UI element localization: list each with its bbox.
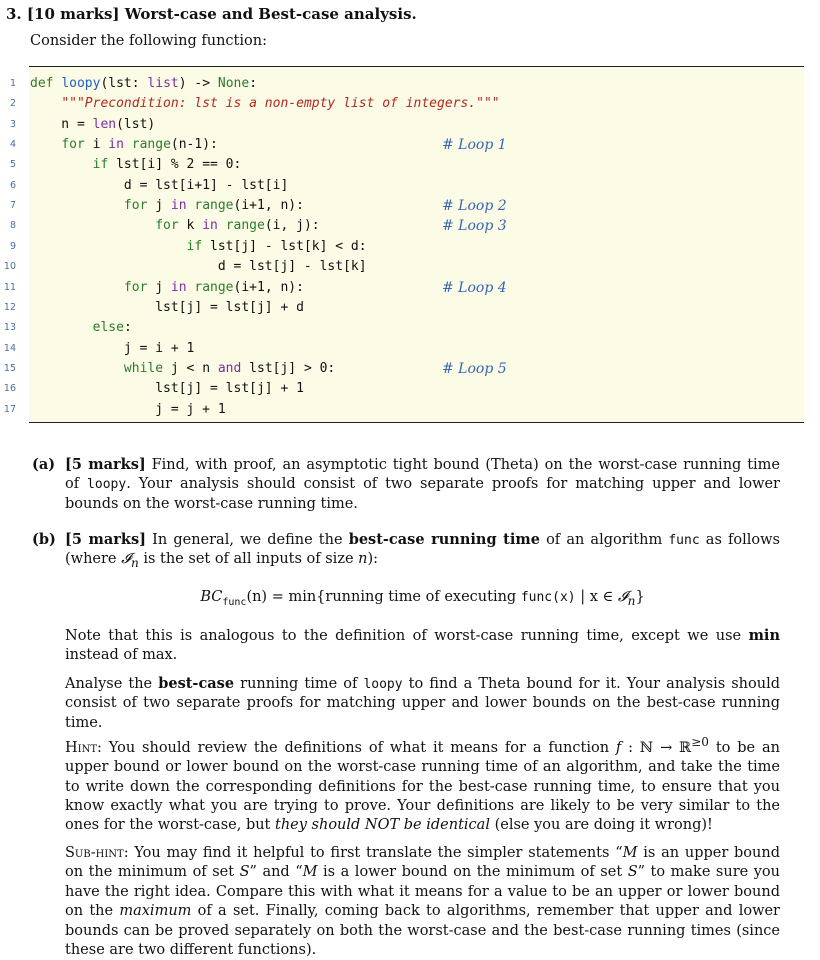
- part-a-label: (a): [32, 456, 56, 473]
- note-paragraph: Note that this is analogous to the definition of worst-case running time, except we use min instead of max.: [65, 627, 780, 664]
- code-text: for j in range(i+1, n):: [123, 198, 304, 214]
- line-number: 13: [3, 322, 16, 334]
- code-line: [0, 359, 820, 379]
- code-listing: [0, 64, 820, 424]
- code-line: [0, 257, 820, 277]
- code-text: d = lst[j] - lst[k]: [30, 259, 367, 275]
- code-text: lst[j] = lst[j] + d: [30, 299, 304, 315]
- line-number: 9: [9, 240, 16, 252]
- line-number: 6: [9, 179, 16, 191]
- code-line: [0, 237, 820, 257]
- line-number: 2: [9, 98, 16, 110]
- code-text: for i in range(n-1):: [61, 137, 218, 153]
- part-b-label: (b): [32, 531, 56, 548]
- code-line: [0, 318, 820, 338]
- line-number: 1: [9, 78, 16, 89]
- code-text: if lst[j] - lst[k] < d:: [186, 238, 367, 254]
- code-line: [0, 400, 820, 420]
- part-b-definition: [5 marks] In general, we define the best-case running time of an algorithm func as follows (where 𝓘$_n$ is the set of all inputs of size n):: [65, 531, 780, 571]
- loop-comment: # Loop 3: [442, 218, 507, 235]
- code-text: j = i + 1: [30, 340, 195, 356]
- code-text: if lst[i] % 2 == 0:: [92, 157, 242, 173]
- code-text: for k in range(i, j):: [155, 218, 320, 234]
- line-number: 14: [3, 342, 16, 354]
- line-number: 8: [9, 220, 16, 232]
- analyse-paragraph: Analyse the best-case running time of loopy to find a Theta bound for it. Your analysis should consist of two separate proofs for matching upper and lower bounds on the best-case running time.: [65, 674, 780, 731]
- part-a: [32, 455, 780, 514]
- line-number: 16: [3, 383, 16, 395]
- code-text: else:: [92, 320, 132, 336]
- part-b-text: [65, 530, 780, 960]
- line-number: 5: [9, 159, 16, 171]
- best-case-formula: $BC_{func}(n)$ = min{running time of executing func(x) | x ∈ 𝓘$_n$}: [200, 588, 645, 608]
- code-text: """Precondition: lst is a non-empty list of integers.""": [61, 96, 500, 112]
- code-text: j = j + 1: [30, 401, 226, 417]
- line-number: 7: [9, 200, 16, 212]
- code-line: [0, 94, 820, 114]
- code-line: [0, 115, 820, 135]
- code-text: for j in range(i+1, n):: [123, 279, 304, 295]
- loop-comment: # Loop 4: [442, 279, 507, 296]
- loop-comment: # Loop 2: [442, 198, 507, 215]
- code-text: while j < n and lst[j] > 0:: [123, 360, 336, 376]
- loop-comment: # Loop 1: [442, 137, 507, 154]
- line-number: 3: [9, 118, 16, 130]
- question-heading: 3. [10 marks] Worst-case and Best-case analysis.: [6, 5, 417, 23]
- line-number: 11: [3, 281, 16, 293]
- code-line: [0, 216, 820, 236]
- code-line: [0, 196, 820, 216]
- part-b: [32, 530, 780, 960]
- code-line: [0, 135, 820, 155]
- question-intro: Consider the following function:: [30, 33, 267, 49]
- part-a-text: [5 marks] Find, with proof, an asymptotic tight bound (Theta) on the worst-case running time of loopy. Your analysis should consist of two separate proofs for matching upper and lower bounds on the worst-case running time.: [65, 456, 780, 512]
- code-line: [0, 298, 820, 318]
- code-line: [0, 278, 820, 298]
- code-text: n = len(lst): [30, 116, 156, 132]
- code-text: d = lst[i+1] - lst[i]: [30, 177, 289, 193]
- code-text: lst[j] = lst[j] + 1: [30, 381, 304, 397]
- line-number: 10: [3, 261, 16, 273]
- code-text: def loopy(lst: list) -> None:: [30, 76, 258, 91]
- code-line: [0, 379, 820, 399]
- line-number: 12: [3, 301, 16, 313]
- line-number: 17: [3, 403, 16, 415]
- loop-comment: # Loop 5: [442, 360, 507, 377]
- code-line: [0, 176, 820, 196]
- code-line: [0, 74, 820, 94]
- hint-paragraph: Hint: You should review the definitions of what it means for a function f : ℕ → ℝ$^{\ge 0}$ to be an upper bound or lower bound on the worst-case running time of an algorithm, and take the time to write down the corresponding definitions for the best-case running time, to ensure that you know exactly what you are trying to prove. Your definitions are likely to be very similar to the ones for the worst-case, but they should NOT be identical (else you are doing it wrong)!: [65, 735, 781, 834]
- sub-hint-paragraph: Sub-hint: You may find it helpful to first translate the simpler statements “M is an upper bound on the minimum of set S” and “M is a lower bound on the minimum of set S” to make sure you have the right idea. Compare this with what it means for a value to be an upper or lower bound on the maximum of a set. Finally, coming back to algorithms, remember that upper and lower bounds can be proved separately on both the worst-case and the best-case running times (since these are two different functions).: [65, 844, 780, 958]
- line-number: 15: [3, 362, 16, 374]
- line-number: 4: [9, 139, 16, 151]
- code-line: [0, 339, 820, 359]
- code-line: [0, 155, 820, 175]
